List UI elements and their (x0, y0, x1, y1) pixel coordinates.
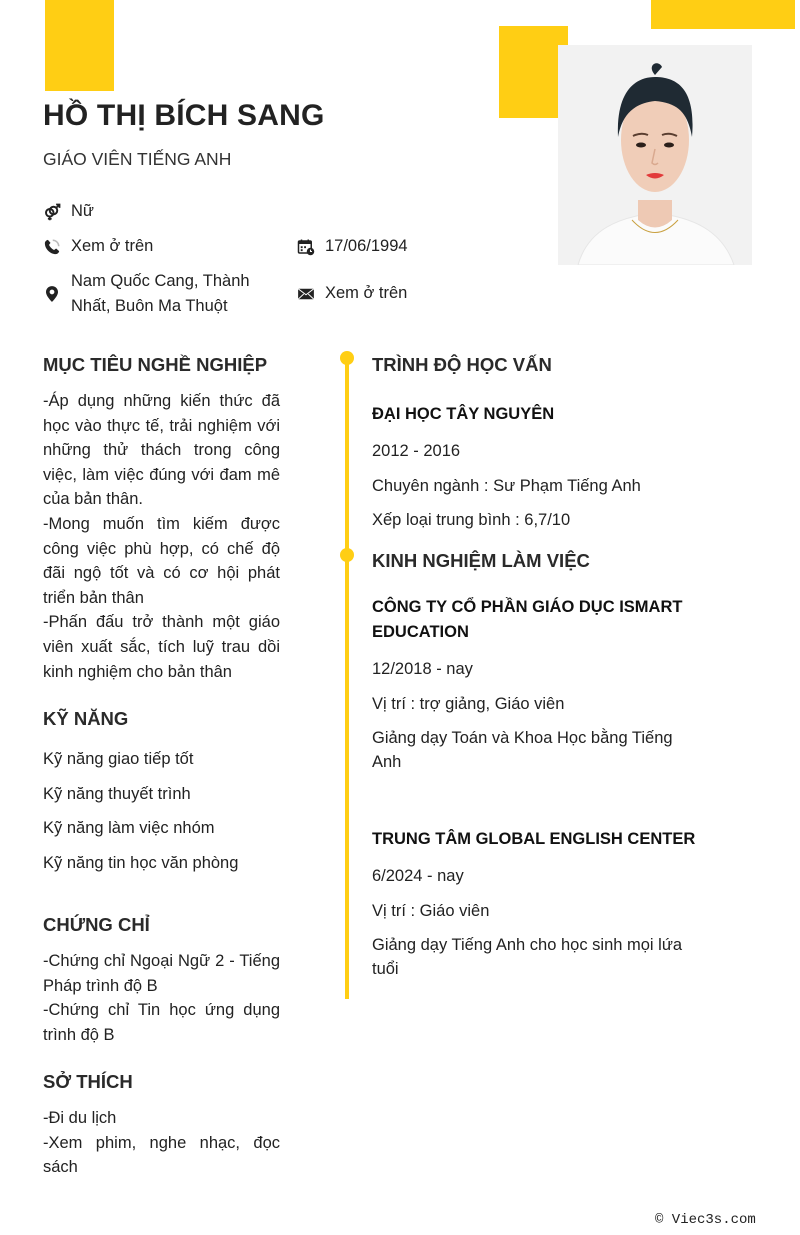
experience-title: KINH NGHIỆM LÀM VIỆC (372, 550, 590, 571)
phone-value: Xem ở trên (71, 237, 154, 255)
company-name: TRUNG TÂM GLOBAL ENGLISH CENTER (372, 830, 696, 848)
section-experience (372, 549, 722, 981)
objective-title: MỤC TIÊU NGHỀ NGHIỆP (43, 354, 268, 375)
mail-icon (297, 285, 315, 303)
timeline-dot-experience (340, 548, 354, 562)
contact-address (43, 269, 250, 319)
certificate-item: -Chứng chỉ Tin học ứng dụng trình độ B (43, 1001, 280, 1044)
section-hobbies (43, 1070, 280, 1180)
gender-value: Nữ (71, 202, 94, 220)
experience-entry (372, 827, 702, 981)
company-name: CÔNG TY CỔ PHẦN GIÁO DỤC ISMART EDUCATION (372, 598, 683, 641)
objective-paragraph: -Áp dụng những kiến thức đã học vào thực tế, trải nghiệm với những thử thách trong công việc, làm việc đúng với đam mê của bản thân. (43, 392, 280, 509)
school-name: ĐẠI HỌC TÂY NGUYÊN (372, 405, 555, 423)
contact-gender (43, 199, 94, 224)
email-value: Xem ở trên (325, 284, 408, 302)
contact-birthday (297, 234, 408, 259)
skills-title: KỸ NĂNG (43, 708, 129, 729)
timeline-dot-education (340, 351, 354, 365)
section-skills (43, 707, 280, 875)
education-major: Chuyên ngành : Sư Phạm Tiếng Anh (372, 476, 641, 495)
gender-icon (43, 203, 61, 221)
experience-description: Giảng dạy Toán và Khoa Học bằng Tiếng Anh (372, 729, 673, 771)
portrait-illustration (558, 45, 752, 265)
experience-period: 6/2024 - nay (372, 867, 464, 885)
address-line-1: Nam Quốc Cang, Thành (71, 272, 250, 290)
birthday-value: 17/06/1994 (325, 237, 408, 255)
address-line-2: Nhất, Buôn Ma Thuột (71, 297, 228, 315)
skill-item: Kỹ năng tin học văn phòng (43, 854, 239, 873)
objective-paragraph: -Mong muốn tìm kiếm được công việc phù hợp, có chế độ đãi ngộ tốt và có cơ hội phát triển bản thân (43, 514, 280, 607)
skill-item: Kỹ năng thuyết trình (43, 784, 191, 803)
contact-email (297, 281, 407, 306)
experience-entry (372, 595, 702, 774)
profile-photo (558, 45, 752, 265)
hobby-item: -Đi du lịch (43, 1109, 117, 1127)
objective-paragraph: -Phấn đấu trở thành một giáo viên xuất sắc, tích luỹ trau dồi kinh nghiệm cho bản thân (43, 613, 280, 681)
address-value (71, 269, 250, 319)
section-certificates (43, 913, 280, 1047)
decorative-block-top-right (651, 0, 795, 29)
copyright-footer: © Viec3s.com (655, 1212, 756, 1228)
contact-phone (43, 234, 153, 259)
calendar-icon (297, 238, 315, 256)
skill-item: Kỹ năng giao tiếp tốt (43, 750, 194, 768)
education-title: TRÌNH ĐỘ HỌC VẤN (372, 354, 552, 375)
skill-item: Kỹ năng làm việc nhóm (43, 819, 215, 838)
job-title: GIÁO VIÊN TIẾNG ANH (43, 149, 232, 169)
experience-description: Giảng dạy Tiếng Anh cho học sinh mọi lứa tuổi (372, 936, 683, 978)
phone-icon (43, 238, 61, 256)
location-icon (43, 285, 61, 303)
hobby-item: -Xem phim, nghe nhạc, đọc sách (43, 1133, 280, 1177)
experience-period: 12/2018 - nay (372, 660, 473, 678)
education-grade: Xếp loại trung bình : 6,7/10 (372, 511, 571, 529)
timeline-line (345, 358, 349, 999)
certificates-title: CHỨNG CHỈ (43, 914, 150, 935)
education-entry (372, 402, 722, 532)
certificate-item: -Chứng chỉ Ngoại Ngữ 2 - Tiếng Pháp trình độ B (43, 952, 280, 995)
section-objective (43, 353, 280, 684)
hobbies-title: SỞ THÍCH (43, 1071, 133, 1092)
education-period: 2012 - 2016 (372, 442, 461, 460)
section-education (372, 353, 722, 532)
candidate-name: HỒ THỊ BÍCH SANG (43, 99, 325, 132)
experience-position: Vị trí : Giáo viên (372, 901, 490, 920)
experience-position: Vị trí : trợ giảng, Giáo viên (372, 694, 565, 713)
decorative-block-left (45, 0, 114, 91)
